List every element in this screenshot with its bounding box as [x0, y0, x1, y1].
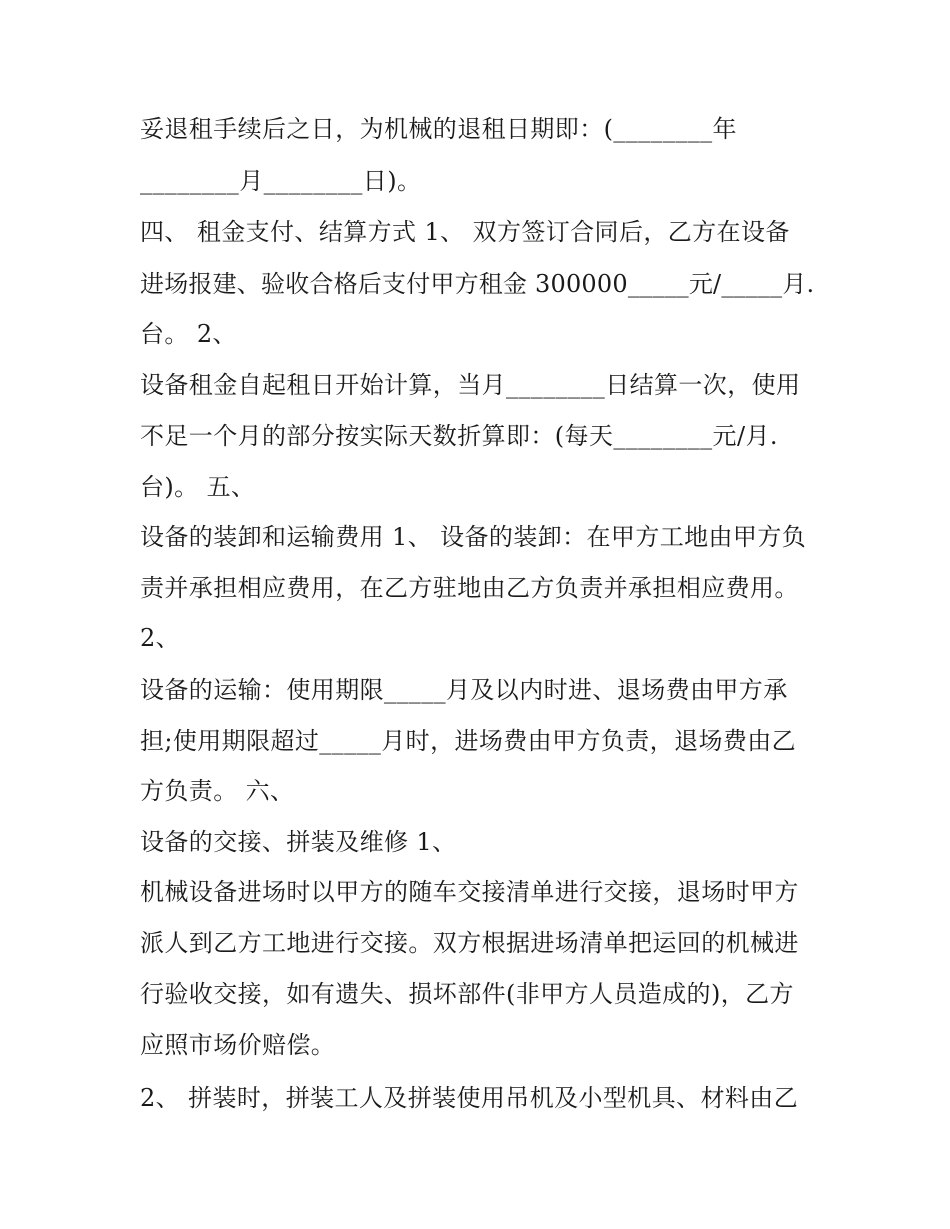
text-line: 方负责。 六、: [140, 777, 295, 805]
text-line: 四、 租金支付、结算方式 1、 双方签订合同后，乙方在设备: [140, 218, 790, 246]
text-line: 应照市场价赔偿。: [140, 1031, 336, 1059]
text-line: 台。 2、: [140, 320, 237, 348]
text-line: 设备的运输：使用期限_____月及以内时进、退场费由甲方承: [140, 676, 788, 704]
text-line: 行验收交接，如有遗失、损坏部件(非甲方人员造成的)，乙方: [140, 980, 794, 1008]
text-line: 不足一个月的部分按实际天数折算即：(每天________元/月.: [140, 422, 778, 450]
text-line: 派人到乙方工地进行交接。双方根据进场清单把运回的机械进: [140, 929, 799, 957]
text-line: 设备租金自起租日开始计算，当月________日结算一次，使用: [140, 371, 801, 399]
text-line: 2、 拼装时，拼装工人及拼装使用吊机及小型机具、材料由乙: [140, 1084, 799, 1112]
text-line: 进场报建、验收合格后支付甲方租金 300000_____元/_____月.: [140, 270, 815, 298]
text-line: 机械设备进场时以甲方的随车交接清单进行交接，退场时甲方: [140, 878, 799, 906]
text-line: 担;使用期限超过_____月时，进场费由甲方负责，退场费由乙: [140, 727, 797, 755]
text-line: 2、: [140, 624, 181, 652]
text-line: 妥退租手续后之日，为机械的退租日期即：(________年: [140, 115, 737, 143]
text-line: 设备的装卸和运输费用 1、 设备的装卸：在甲方工地由甲方负: [140, 523, 807, 551]
text-line: 台)。 五、: [140, 473, 256, 501]
text-line: ________月________日)。: [140, 167, 422, 195]
text-line: 责并承担相应费用，在乙方驻地由乙方负责并承担相应费用。: [140, 574, 799, 602]
text-line: 设备的交接、拼装及维修 1、: [140, 828, 457, 856]
